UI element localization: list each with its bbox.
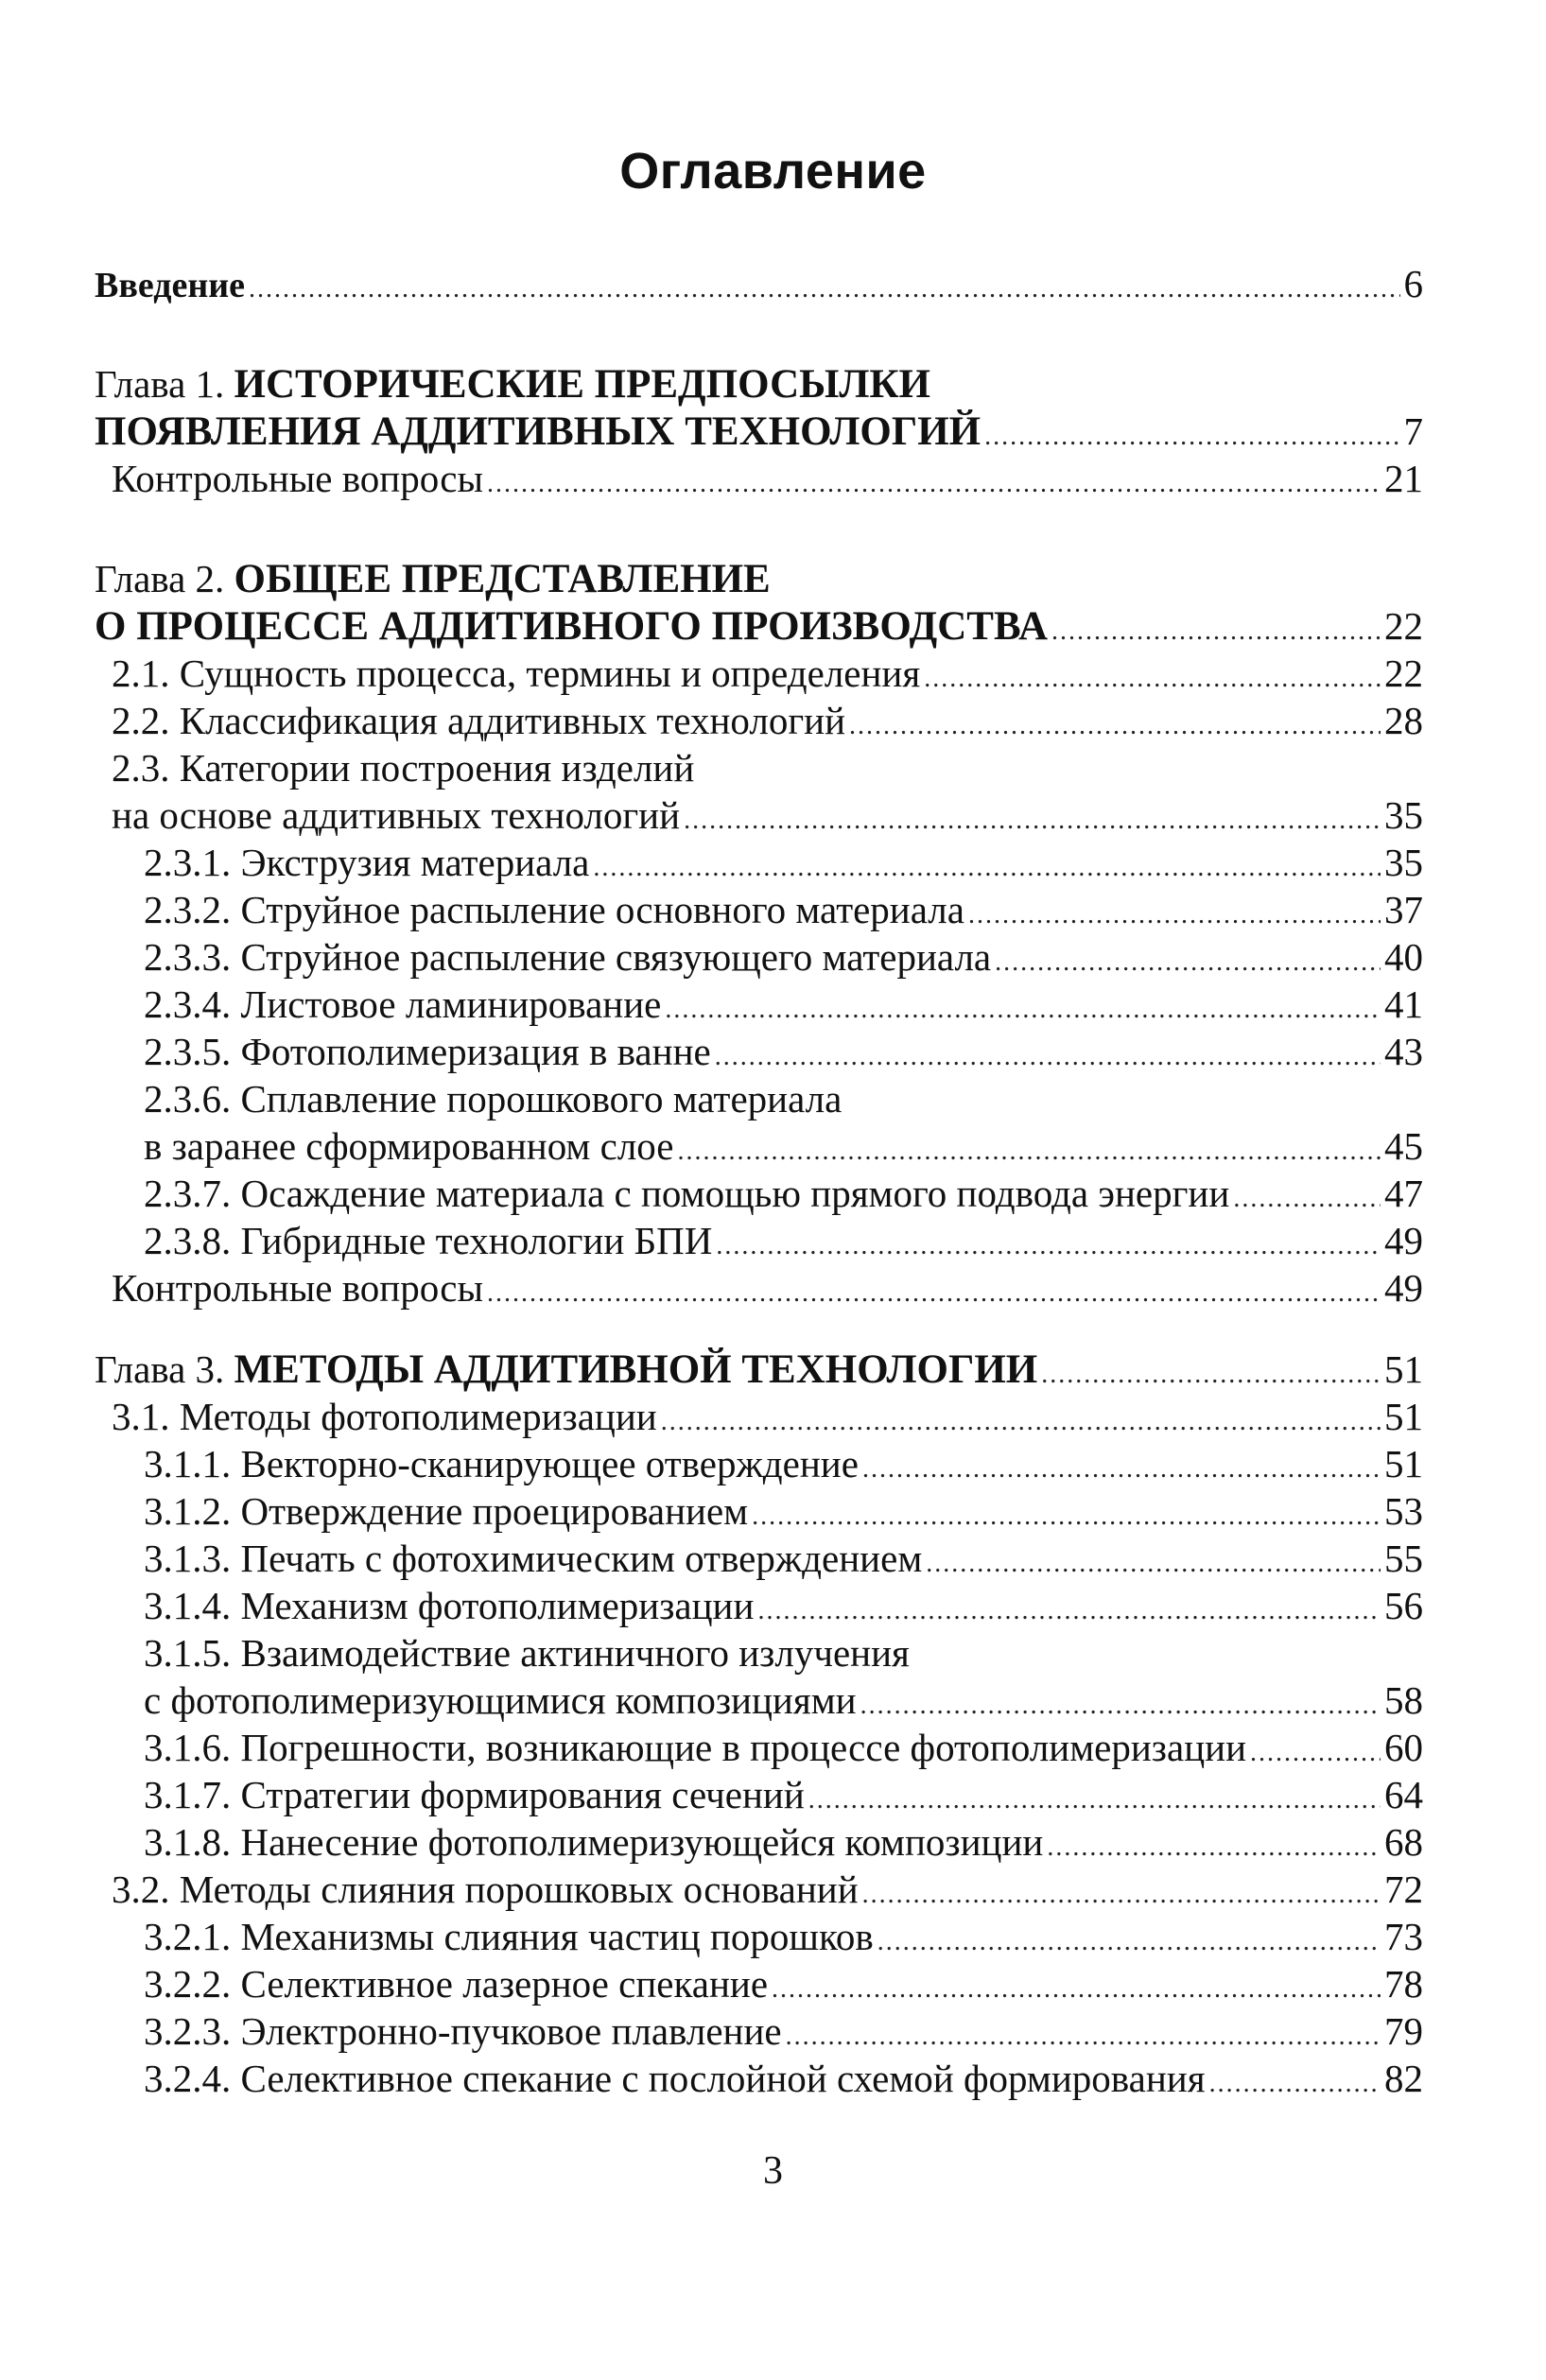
toc-entry[interactable]	[95, 1217, 1423, 1264]
toc-page-number: 58	[1384, 1678, 1423, 1722]
toc-page-number: 45	[1384, 1124, 1423, 1168]
leader-dots	[924, 655, 1381, 703]
leader-dots	[877, 1919, 1381, 1966]
toc-entry-label: 2.3.1. Экструзия материала	[144, 841, 590, 884]
chapter-2-prefix: Глава 2.	[95, 557, 225, 600]
toc-entry[interactable]	[95, 1440, 1423, 1487]
toc-entry-label: 3.1. Методы фотополимеризации	[112, 1395, 657, 1438]
leader-dots	[995, 939, 1381, 986]
leader-dots	[786, 2013, 1381, 2060]
leader-dots	[849, 703, 1381, 750]
toc-entry-label: Контрольные вопросы	[112, 1266, 484, 1310]
leader-dots	[926, 1540, 1381, 1588]
toc-entry-label: 3.2.4. Селективное спекание с послойной схемой формирования	[144, 2057, 1206, 2100]
chapter-2-heading[interactable]	[95, 555, 1423, 602]
leader-dots	[661, 1398, 1381, 1446]
chapter-1-title-line1: ИСТОРИЧЕСКИЕ ПРЕДПОСЫЛКИ	[234, 362, 931, 407]
toc-page-number: 51	[1384, 1347, 1423, 1391]
footer-page-number: 3	[763, 2149, 783, 2193]
leader-dots	[1233, 1175, 1381, 1223]
leader-dots	[862, 1871, 1381, 1919]
page-title: Оглавление	[619, 143, 927, 200]
leader-dots	[860, 1682, 1381, 1729]
toc-entry[interactable]	[95, 2007, 1423, 2055]
leader-dots	[593, 844, 1381, 892]
chapter-1-heading[interactable]	[95, 360, 1423, 408]
leader-dots	[716, 1223, 1381, 1270]
toc-entry[interactable]	[95, 1960, 1423, 2007]
chapter-3-heading[interactable]	[95, 1346, 1423, 1393]
toc-page-number: 79	[1384, 2009, 1423, 2053]
toc-page-number: 40	[1384, 935, 1423, 979]
leader-dots	[1250, 1729, 1381, 1777]
toc-entry[interactable]	[95, 981, 1423, 1028]
toc-entry[interactable]	[95, 1487, 1423, 1535]
chapter-2-title-line2: О ПРОЦЕССЕ АДДИТИВНОГО ПРОИЗВОДСТВА	[95, 604, 1049, 649]
leader-dots	[984, 413, 1399, 460]
toc-page-number: 78	[1384, 1962, 1423, 2006]
toc-entry[interactable]	[95, 1028, 1423, 1075]
toc-entry-label-cont: на основе аддитивных технологий	[112, 793, 681, 837]
toc-page-number: 28	[1384, 699, 1423, 742]
toc-entry-label: 2.3.8. Гибридные технологии БПИ	[144, 1219, 713, 1262]
leader-dots	[487, 1270, 1381, 1317]
toc-page-number: 21	[1384, 457, 1423, 500]
toc-entry-label: 3.2. Методы слияния порошковых оснований	[112, 1868, 859, 1911]
toc-entry-label: 3.1.1. Векторно-сканирующее отверждение	[144, 1442, 859, 1485]
toc-entry-label: 3.1.8. Нанесение фотополимеризующейся композиции	[144, 1820, 1044, 1864]
leader-dots	[1051, 608, 1381, 655]
toc-page-number: 82	[1384, 2057, 1423, 2100]
chapter-2-heading-cont[interactable]	[95, 602, 1423, 650]
leader-dots	[968, 892, 1381, 939]
toc-entry-label: 2.3.3. Струйное распыление связующего материала	[144, 935, 992, 979]
chapter-3-prefix: Глава 3.	[95, 1347, 225, 1391]
toc-entry-label: 3.1.6. Погрешности, возникающие в процессе фотополимеризации	[144, 1726, 1247, 1769]
toc-page-number: 51	[1384, 1395, 1423, 1438]
toc-entry[interactable]	[95, 1771, 1423, 1818]
leader-dots	[1041, 1351, 1381, 1398]
toc-entry[interactable]	[95, 1818, 1423, 1866]
toc-entry[interactable]	[95, 1913, 1423, 1960]
toc-entry[interactable]	[95, 1075, 1423, 1122]
toc-entry-label: 3.1.2. Отверждение проецированием	[144, 1489, 749, 1533]
leader-dots	[862, 1446, 1381, 1493]
toc-entry-label: 2.3.7. Осаждение материала с помощью прямого подвода энергии	[144, 1172, 1230, 1215]
toc-entry-label: 3.1.4. Механизм фотополимеризации	[144, 1584, 755, 1627]
leader-dots	[772, 1966, 1381, 2013]
toc-entry[interactable]	[95, 1724, 1423, 1771]
toc-page-number: 49	[1384, 1219, 1423, 1262]
toc-entry-label: 3.1.7. Стратегии формирования сечений	[144, 1773, 805, 1816]
toc-entry[interactable]	[95, 697, 1423, 744]
toc-page-number: 64	[1384, 1773, 1423, 1816]
toc-entry-cont[interactable]	[95, 1122, 1423, 1170]
toc-page-number: 35	[1384, 841, 1423, 884]
toc-entry-label: 3.2.1. Механизмы слияния частиц порошков	[144, 1915, 874, 1958]
toc-page-number: 22	[1384, 651, 1423, 695]
toc-entry-label: 3.2.2. Селективное лазерное спекание	[144, 1962, 769, 2006]
toc-page-number: 53	[1384, 1489, 1423, 1533]
toc-entry[interactable]	[95, 886, 1423, 933]
leader-dots	[1209, 2060, 1381, 2108]
toc-page-number: 68	[1384, 1820, 1423, 1864]
toc-page-number: 35	[1384, 793, 1423, 837]
chapter-1-heading-cont[interactable]	[95, 408, 1423, 455]
leader-dots	[757, 1588, 1381, 1635]
toc-page-number: 41	[1384, 982, 1423, 1026]
toc-page-number: 47	[1384, 1172, 1423, 1215]
leader-dots	[715, 1034, 1381, 1081]
leader-dots	[684, 797, 1381, 844]
toc-entry-cont[interactable]	[95, 791, 1423, 839]
leader-dots	[1047, 1824, 1381, 1871]
toc-page-number: 56	[1384, 1584, 1423, 1627]
toc-page-number: 73	[1384, 1915, 1423, 1958]
leader-dots	[808, 1777, 1381, 1824]
toc-entry[interactable]	[95, 1582, 1423, 1629]
toc-entry[interactable]	[95, 650, 1423, 697]
toc-page-number: 7	[1403, 409, 1423, 453]
toc-page-number: 72	[1384, 1868, 1423, 1911]
toc-entry[interactable]	[95, 2055, 1423, 2102]
toc-entry-label-cont: с фотополимеризующимися композициями	[144, 1678, 857, 1722]
toc-entry-label: 2.3.6. Сплавление порошкового материала	[144, 1077, 842, 1121]
toc-page-number: 60	[1384, 1726, 1423, 1769]
toc-entry-label: 3.1.3. Печать с фотохимическим отверждением	[144, 1537, 923, 1580]
leader-dots	[249, 266, 1400, 313]
toc-entry-label-cont: в заранее сформированном слое	[144, 1124, 674, 1168]
toc-entry[interactable]	[95, 455, 1423, 502]
toc-page-number: 22	[1384, 604, 1423, 648]
leader-dots	[665, 986, 1381, 1034]
chapter-1-prefix: Глава 1.	[95, 362, 225, 406]
leader-dots	[752, 1493, 1381, 1540]
toc-entry-label: 2.3.5. Фотополимеризация в ванне	[144, 1030, 711, 1073]
toc-entry[interactable]	[95, 1170, 1423, 1217]
toc-entry[interactable]	[95, 839, 1423, 886]
toc-entry-label: 3.2.3. Электронно-пучковое плавление	[144, 2009, 782, 2053]
toc-page-number: 37	[1384, 888, 1423, 931]
chapter-1-title-line2: ПОЯВЛЕНИЯ АДДИТИВНЫХ ТЕХНОЛОГИЙ	[95, 409, 981, 454]
toc-entry[interactable]	[95, 1866, 1423, 1913]
toc-page-number: 55	[1384, 1537, 1423, 1580]
toc-entry[interactable]	[95, 1264, 1423, 1312]
toc-entry[interactable]	[95, 1535, 1423, 1582]
leader-dots	[678, 1128, 1381, 1175]
toc-page-number: 49	[1384, 1266, 1423, 1310]
chapter-3-title-line1: МЕТОДЫ АДДИТИВНОЙ ТЕХНОЛОГИИ	[234, 1347, 1038, 1392]
toc-entry-label: 2.3.2. Струйное распыление основного материала	[144, 888, 964, 931]
toc-entry[interactable]	[95, 744, 1423, 791]
leader-dots	[487, 460, 1381, 508]
chapter-2-title-line1: ОБЩЕЕ ПРЕДСТАВЛЕНИЕ	[234, 557, 771, 601]
toc-entry-label: 2.2. Классификация аддитивных технологий	[112, 699, 846, 742]
toc-entry[interactable]	[95, 1393, 1423, 1440]
toc-page-number: 51	[1384, 1442, 1423, 1485]
toc-page-number: 43	[1384, 1030, 1423, 1073]
toc-entry-label: Введение	[95, 266, 245, 305]
toc-entry-label: 2.1. Сущность процесса, термины и определения	[112, 651, 921, 695]
toc-entry-label: Контрольные вопросы	[112, 457, 484, 500]
toc-entry-label: 2.3.4. Листовое ламинирование	[144, 982, 662, 1026]
toc-page-number: 6	[1403, 262, 1423, 305]
toc-entry-cont[interactable]	[95, 1676, 1423, 1724]
toc-entry-label: 3.1.5. Взаимодействие актиничного излучения	[144, 1631, 910, 1675]
toc-entry-intro[interactable]	[95, 260, 1423, 307]
toc-entry[interactable]	[95, 933, 1423, 981]
toc-entry[interactable]	[95, 1629, 1423, 1676]
table-of-contents	[95, 260, 1423, 2102]
toc-entry-label: 2.3. Категории построения изделий	[112, 746, 695, 790]
